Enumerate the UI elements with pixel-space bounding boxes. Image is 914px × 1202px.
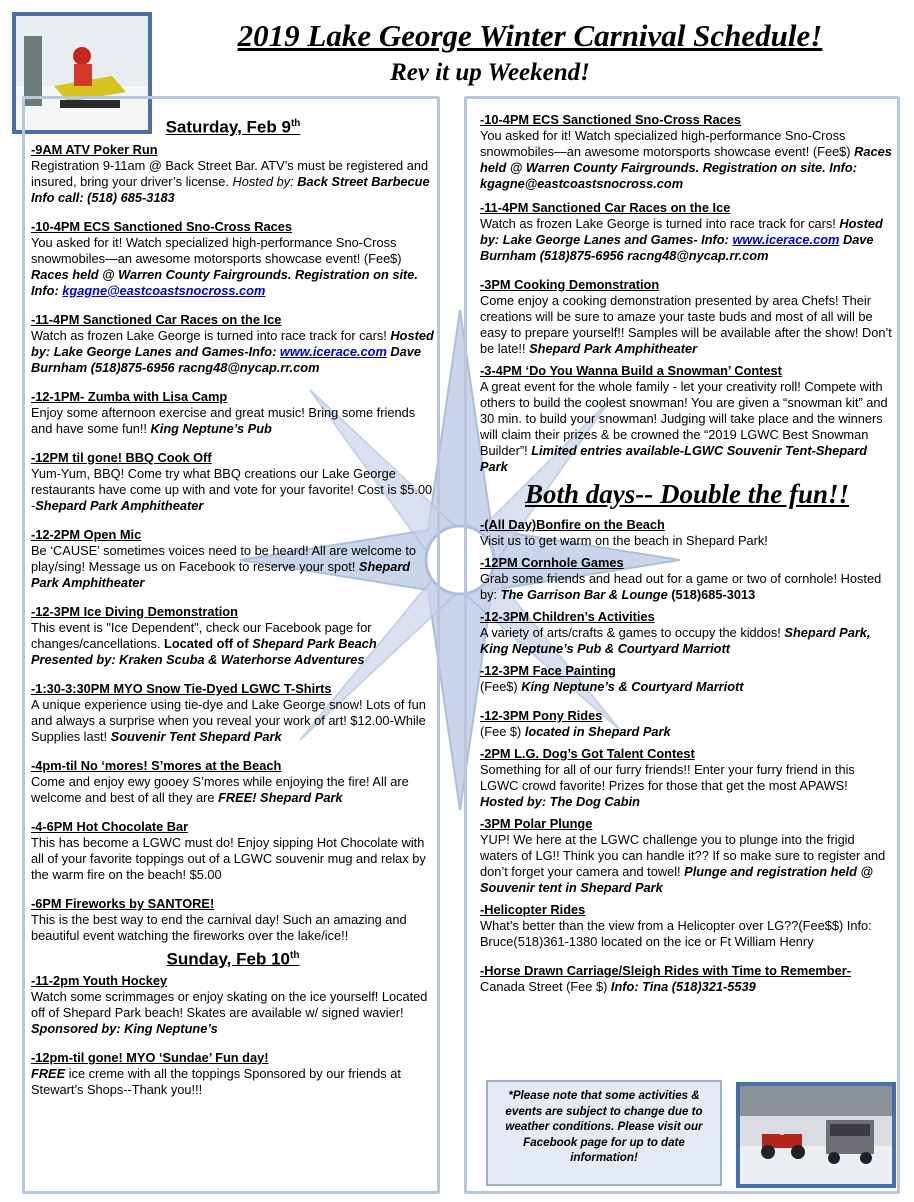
event-title: -4-6PM Hot Chocolate Bar — [31, 818, 189, 834]
event-dog-talent: -2PM L.G. Dog’s Got Talent Contest Something for all of our furry friends!! Enter your furry friend in this LGWC crowd favorite! Prizes for those that get the most APAWS! Hosted by: The Dog Cabin — [480, 746, 894, 810]
event-title: -12-3PM Face Painting — [480, 663, 616, 678]
email-link[interactable]: kgagne@eastcoastsnocross.com — [62, 282, 266, 298]
event-title: -1:30-3:30PM MYO Snow Tie-Dyed LGWC T-Shirts — [31, 680, 332, 696]
both-days-heading: Both days-- Double the fun!! — [524, 479, 850, 509]
event-title: -12-2PM Open Mic — [31, 526, 142, 542]
event-title: -4pm-til No ‘mores! S’mores at the Beach — [31, 757, 282, 773]
event-title: -6PM Fireworks by SANTORE! — [31, 895, 215, 911]
page-title: 2019 Lake George Winter Carnival Schedule! — [237, 18, 823, 53]
event-childrens-activities: -12-3PM Children’s Activities A variety of arts/crafts & games to occupy the kiddos! Shepard Park, King Neptune’s Pub & Courtyard Marriott — [480, 609, 894, 657]
event-tie-dye: -1:30-3:30PM MYO Snow Tie-Dyed LGWC T-Shirts A unique experience using tie-dye and Lake George snow! Lots of fun and always a surprise when you reveal your work of art! $12.00-While Supplies last! Souvenir Tent Shepard Park — [31, 681, 435, 745]
event-atv-poker-run: -9AM ATV Poker Run Registration 9-11am @ Back Street Bar. ATV’s must be registered and insured, bring your driver’s license. Hosted by: Back Street Barbecue Info call: (518) 685-3183 — [31, 142, 435, 206]
event-sno-cross-sat: -10-4PM ECS Sanctioned Sno-Cross Races You asked for it! Watch specialized high-performance Sno-Cross snowmobiles—an awesome motorsports showcase event! (Fee$) Races held @ Warren County Fairgrounds. Registration on site. Info: kgagne@eastcoastsnocross.com — [31, 219, 435, 299]
event-cornhole: -12PM Cornhole Games Grab some friends and head out for a game or two of cornhole! Hosted by: The Garrison Bar & Lounge (518)685-3013 — [480, 555, 894, 603]
event-bonfire: -(All Day)Bonfire on the Beach Visit us to get warm on the beach in Shepard Park! — [480, 517, 894, 549]
event-face-painting: -12-3PM Face Painting (Fee$) King Neptune’s & Courtyard Marriott — [480, 663, 894, 695]
website-link[interactable]: www.icerace.com — [279, 343, 387, 359]
event-carriage-rides: -Horse Drawn Carriage/Sleigh Rides with Time to Remember-Canada Street (Fee $) Info: Tina (518)321-5539 — [480, 963, 851, 994]
event-title: -9AM ATV Poker Run — [31, 141, 158, 157]
event-sno-cross-sun: -10-4PM ECS Sanctioned Sno-Cross Races You asked for it! Watch specialized high-performance Sno-Cross snowmobiles—an awesome motorsports showcase event! (Fee$) Races held @ Warren County Fairgrounds. Registration on site. Info: kgagne@eastcoastsnocross.com — [480, 112, 894, 192]
event-sundae-fun-day: -12pm-til gone! MYO ‘Sundae’ Fun day! FREE ice creme with all the toppings Sponsored by our friends at Stewart’s Shops--Thank you!!! — [31, 1050, 435, 1098]
event-title: -3-4PM ‘Do You Wanna Build a Snowman’ Contest — [480, 363, 782, 378]
event-title: -11-4PM Sanctioned Car Races on the Ice — [31, 311, 282, 327]
event-title: -12pm-til gone! MYO ‘Sundae’ Fun day! — [31, 1050, 269, 1066]
event-title: -10-4PM ECS Sanctioned Sno-Cross Races — [31, 218, 292, 234]
race-car-icon — [740, 1086, 892, 1184]
event-cooking-demo: -3PM Cooking Demonstration Come enjoy a cooking demonstration presented by area Chefs! Their creations will be sure to amaze your taste buds and most of all will be easy to prepare yourself!! Samples will be available after the show! Don’t be late!! Shepard Park Amphitheater — [480, 277, 894, 357]
event-zumba: -12-1PM- Zumba with Lisa Camp Enjoy some afternoon exercise and great music! Bring some friends and have some fun!! King Neptune’s Pub — [31, 389, 435, 437]
event-pony-rides: -12-3PM Pony Rides (Fee $) located in Shepard Park — [480, 708, 894, 740]
event-snowman-contest: -3-4PM ‘Do You Wanna Build a Snowman’ Contest A great event for the whole family - let your creativity roll! Compete with others to build the coolest snowman! You are given a “snowman kit” and 30 min. to build your snowman! Judging will take place and the winners will claim their prizes & be crowned the “2019 LGWC Best Snowman Builder”! Limited entries available-LGWC Souvenir Tent-Shepard Park — [480, 363, 894, 475]
sunday-heading: Sunday, Feb 10th — [166, 949, 300, 969]
page-subtitle: Rev it up Weekend! — [390, 59, 590, 86]
left-column — [31, 114, 435, 1111]
event-title: -12PM til gone! BBQ Cook Off — [31, 449, 212, 465]
event-bbq-cook-off: -12PM til gone! BBQ Cook Off Yum-Yum, BBQ! Come try what BBQ creations our Lake George restaurants have come up with and vote for your favorite! Cost is $5.00 -Shepard Park Amphitheater — [31, 450, 435, 514]
event-title: -12-3PM Pony Rides — [480, 708, 603, 723]
right-column — [480, 112, 894, 1008]
event-car-races-sun: -11-4PM Sanctioned Car Races on the Ice Watch as frozen Lake George is turned into race track for cars! Hosted by: Lake George Lanes and Games- Info: www.icerace.com Dave Burnham (518)875-6956 racng48@nycap.rr.com — [480, 200, 894, 264]
event-ice-diving: -12-3PM Ice Diving Demonstration This event is "Ice Dependent", check our Facebook page for changes/cancellations. Located off of Shepard Park Beach Presented by: Kraken Scuba & Waterhorse Adventures — [31, 604, 435, 668]
event-smores: -4pm-til No ‘mores! S’mores at the Beach Come and enjoy ewy gooey S’mores while enjoying the fire! All are welcome and best of all they are FREE! Shepard Park — [31, 758, 435, 806]
car-race-photo — [736, 1082, 896, 1188]
event-title: -12-1PM- Zumba with Lisa Camp — [31, 388, 228, 404]
event-title: -3PM Polar Plunge — [480, 816, 593, 831]
event-title: -(All Day)Bonfire on the Beach — [480, 517, 665, 532]
event-polar-plunge: -3PM Polar Plunge YUP! We here at the LGWC challenge you to plunge into the frigid waters of LG!! Think you can handle it?? If so make sure to register and don’t forget your camera and towel! Plunge and registration held @ Souvenir tent in Shepard Park — [480, 816, 894, 896]
event-title: -3PM Cooking Demonstration — [480, 277, 660, 292]
event-title: -Horse Drawn Carriage/Sleigh Rides with Time to Remember- — [480, 963, 851, 978]
event-fireworks: -6PM Fireworks by SANTORE! This is the best way to end the carnival day! Such an amazing and beautiful event watching the fireworks over the lake/ice!! — [31, 896, 435, 944]
event-title: -10-4PM ECS Sanctioned Sno-Cross Races — [480, 112, 741, 127]
event-open-mic: -12-2PM Open Mic Be ‘CAUSE’ sometimes voices need to be heard! All are welcome to play/sing! Message us on Facebook to reserve your spot! Shepard Park Amphitheater — [31, 527, 435, 591]
event-title: -12-3PM Ice Diving Demonstration — [31, 603, 238, 619]
event-title: -11-4PM Sanctioned Car Races on the Ice — [480, 200, 731, 215]
saturday-heading: Saturday, Feb 9th — [165, 117, 301, 137]
event-title: -Helicopter Rides — [480, 902, 586, 917]
event-title: -11-2pm Youth Hockey — [31, 973, 168, 989]
event-hot-chocolate: -4-6PM Hot Chocolate Bar This has become a LGWC must do! Enjoy sipping Hot Chocolate with all of your favorite toppings out of a LGWC souvenir mug and relax by the warm fire on the beach! $5.00 — [31, 819, 435, 883]
event-car-races-sat: -11-4PM Sanctioned Car Races on the Ice Watch as frozen Lake George is turned into race track for cars! Hosted by: Lake George Lanes and Games-Info: www.icerace.com Dave Burnham (518)875-6956 racng48@nycap.rr.com — [31, 311, 434, 375]
event-title: -12-3PM Children’s Activities — [480, 609, 655, 624]
event-youth-hockey: -11-2pm Youth Hockey Watch some scrimmages or enjoy skating on the ice yourself! Located off of Shepard Park beach! Skates are available w/ signed wavier! Sponsored by: King Neptune’s — [31, 973, 435, 1037]
notice-box: *Please note that some activities & events are subject to change due to weather conditions. Please visit our Facebook page for up to date information! — [486, 1080, 722, 1186]
website-link[interactable]: www.icerace.com — [732, 232, 840, 247]
event-title: -12PM Cornhole Games — [480, 555, 624, 570]
event-helicopter-rides: -Helicopter Rides What’s better than the view from a Helicopter over LG??(Fee$$) Info: Bruce(518)361-1380 located on the ice or Ft William Henry — [480, 902, 894, 950]
event-title: -2PM L.G. Dog’s Got Talent Contest — [480, 746, 695, 761]
